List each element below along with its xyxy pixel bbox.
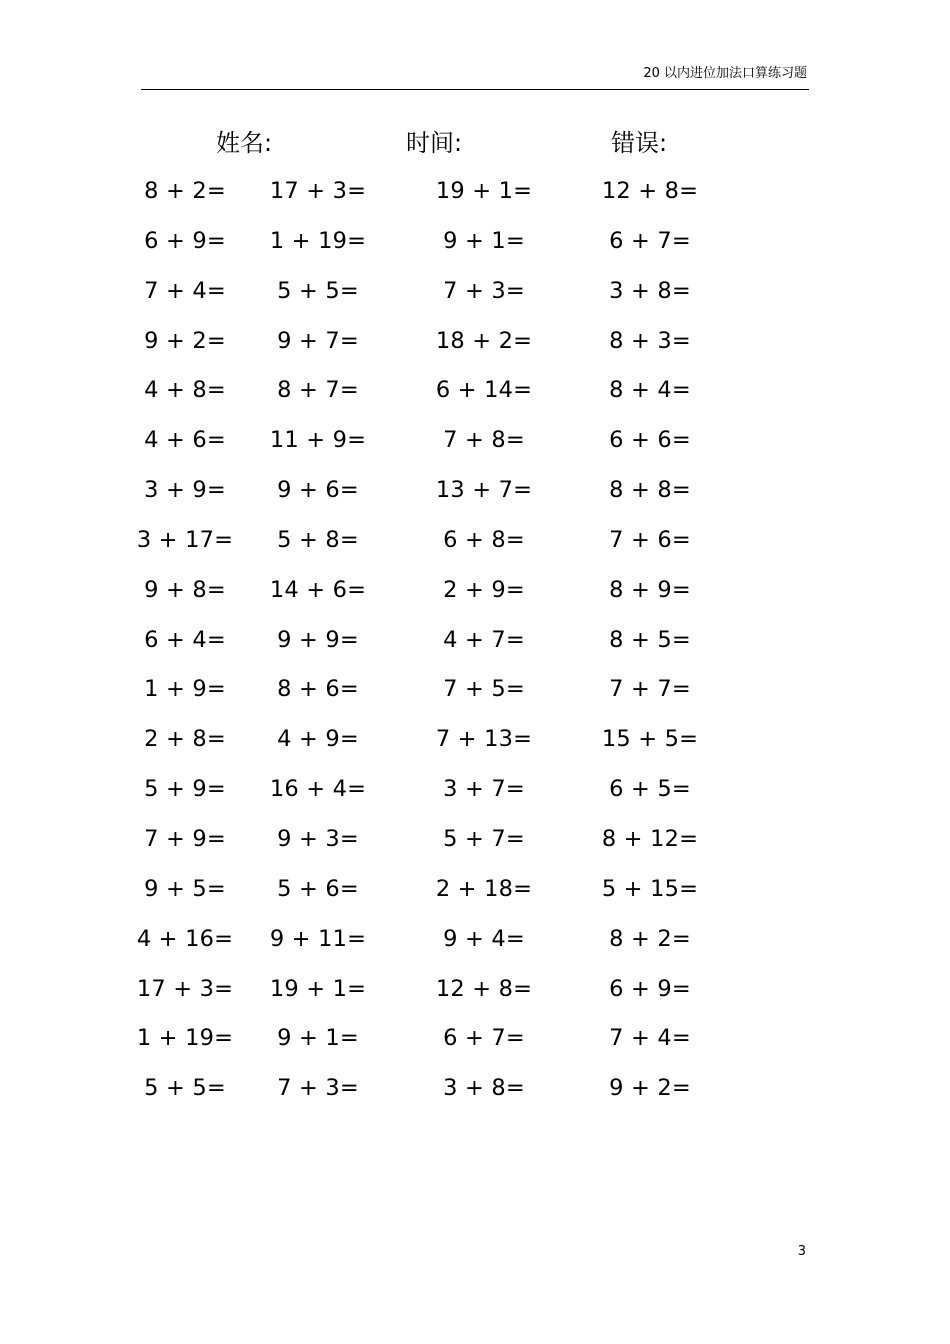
student-info-row (0, 126, 950, 160)
problem-item: 16 + 4= (269, 776, 367, 803)
header-title: 20 以内进位加法口算练习题 (643, 66, 807, 81)
problem-item: 3 + 8= (609, 277, 691, 304)
problem-item: 2 + 9= (443, 576, 525, 603)
problem-item: 3 + 7= (443, 776, 525, 803)
problem-item: 4 + 6= (144, 427, 226, 454)
problem-item: 9 + 11= (269, 925, 367, 952)
time-label: 时间: (406, 129, 463, 157)
problem-item: 6 + 9= (144, 227, 226, 254)
problem-item: 2 + 18= (435, 875, 533, 902)
problem-item: 9 + 8= (144, 576, 226, 603)
problem-item: 7 + 3= (277, 1075, 359, 1102)
problem-item: 5 + 8= (277, 526, 359, 553)
problem-item: 9 + 9= (277, 626, 359, 653)
problem-item: 6 + 8= (443, 526, 525, 553)
problem-item: 6 + 9= (609, 975, 691, 1002)
problem-item: 8 + 6= (277, 676, 359, 703)
problem-item: 8 + 5= (609, 626, 691, 653)
problem-item: 6 + 6= (609, 427, 691, 454)
problem-item: 19 + 1= (269, 975, 367, 1002)
problem-item: 2 + 8= (144, 726, 226, 753)
problem-item: 1 + 19= (269, 227, 367, 254)
problem-item: 7 + 13= (435, 726, 533, 753)
problem-item: 6 + 4= (144, 626, 226, 653)
problem-item: 15 + 5= (601, 726, 699, 753)
problem-item: 17 + 3= (269, 178, 367, 204)
problem-item: 8 + 8= (609, 477, 691, 504)
problem-item: 3 + 17= (136, 526, 234, 553)
problem-item: 9 + 2= (144, 327, 226, 354)
problem-item: 8 + 2= (609, 925, 691, 952)
errors-label: 错误: (611, 129, 668, 157)
problem-item: 8 + 7= (277, 377, 359, 404)
problem-item: 5 + 5= (144, 1075, 226, 1102)
problem-item: 6 + 7= (609, 227, 691, 254)
problem-item: 4 + 9= (277, 726, 359, 753)
problem-item: 8 + 2= (144, 178, 226, 204)
problem-item: 8 + 9= (609, 576, 691, 603)
problem-item: 8 + 4= (609, 377, 691, 404)
problem-item: 5 + 6= (277, 875, 359, 902)
problem-item: 4 + 8= (144, 377, 226, 404)
problem-item: 8 + 3= (609, 327, 691, 354)
problem-item: 11 + 9= (269, 427, 367, 454)
problem-item: 5 + 5= (277, 277, 359, 304)
page-number: 3 (797, 1244, 806, 1259)
problem-item: 9 + 1= (277, 1025, 359, 1052)
problem-item: 17 + 3= (136, 975, 234, 1002)
name-label: 姓名: (216, 129, 273, 157)
problem-item: 7 + 3= (443, 277, 525, 304)
problem-item: 7 + 4= (144, 277, 226, 304)
problem-item: 1 + 19= (136, 1025, 234, 1052)
problem-item: 7 + 5= (443, 676, 525, 703)
problem-item: 6 + 5= (609, 776, 691, 803)
problem-item: 13 + 7= (435, 477, 533, 504)
problem-item: 7 + 8= (443, 427, 525, 454)
problem-item: 7 + 9= (144, 825, 226, 852)
problem-item: 6 + 7= (443, 1025, 525, 1052)
problem-item: 4 + 7= (443, 626, 525, 653)
problem-item: 9 + 7= (277, 327, 359, 354)
problem-item: 12 + 8= (435, 975, 533, 1002)
problem-item: 9 + 5= (144, 875, 226, 902)
problem-item: 1 + 9= (144, 676, 226, 703)
problem-item: 9 + 3= (277, 825, 359, 852)
problem-item: 18 + 2= (435, 327, 533, 354)
problem-item: 4 + 16= (136, 925, 234, 952)
problem-item: 9 + 1= (443, 227, 525, 254)
problem-item: 8 + 12= (601, 825, 699, 852)
problem-item: 19 + 1= (435, 178, 533, 204)
problem-item: 9 + 2= (609, 1075, 691, 1102)
problem-item: 3 + 9= (144, 477, 226, 504)
problem-grid (0, 172, 950, 1119)
problem-item: 7 + 4= (609, 1025, 691, 1052)
problem-item: 9 + 4= (443, 925, 525, 952)
problem-item: 12 + 8= (601, 178, 699, 204)
problem-item: 3 + 8= (443, 1075, 525, 1102)
problem-item: 5 + 7= (443, 825, 525, 852)
problem-item: 7 + 7= (609, 676, 691, 703)
problem-item: 6 + 14= (435, 377, 533, 404)
problem-item: 14 + 6= (269, 576, 367, 603)
problem-item: 7 + 6= (609, 526, 691, 553)
problem-item: 5 + 15= (601, 875, 699, 902)
header-divider (141, 89, 809, 90)
problem-item: 5 + 9= (144, 776, 226, 803)
problem-item: 9 + 6= (277, 477, 359, 504)
